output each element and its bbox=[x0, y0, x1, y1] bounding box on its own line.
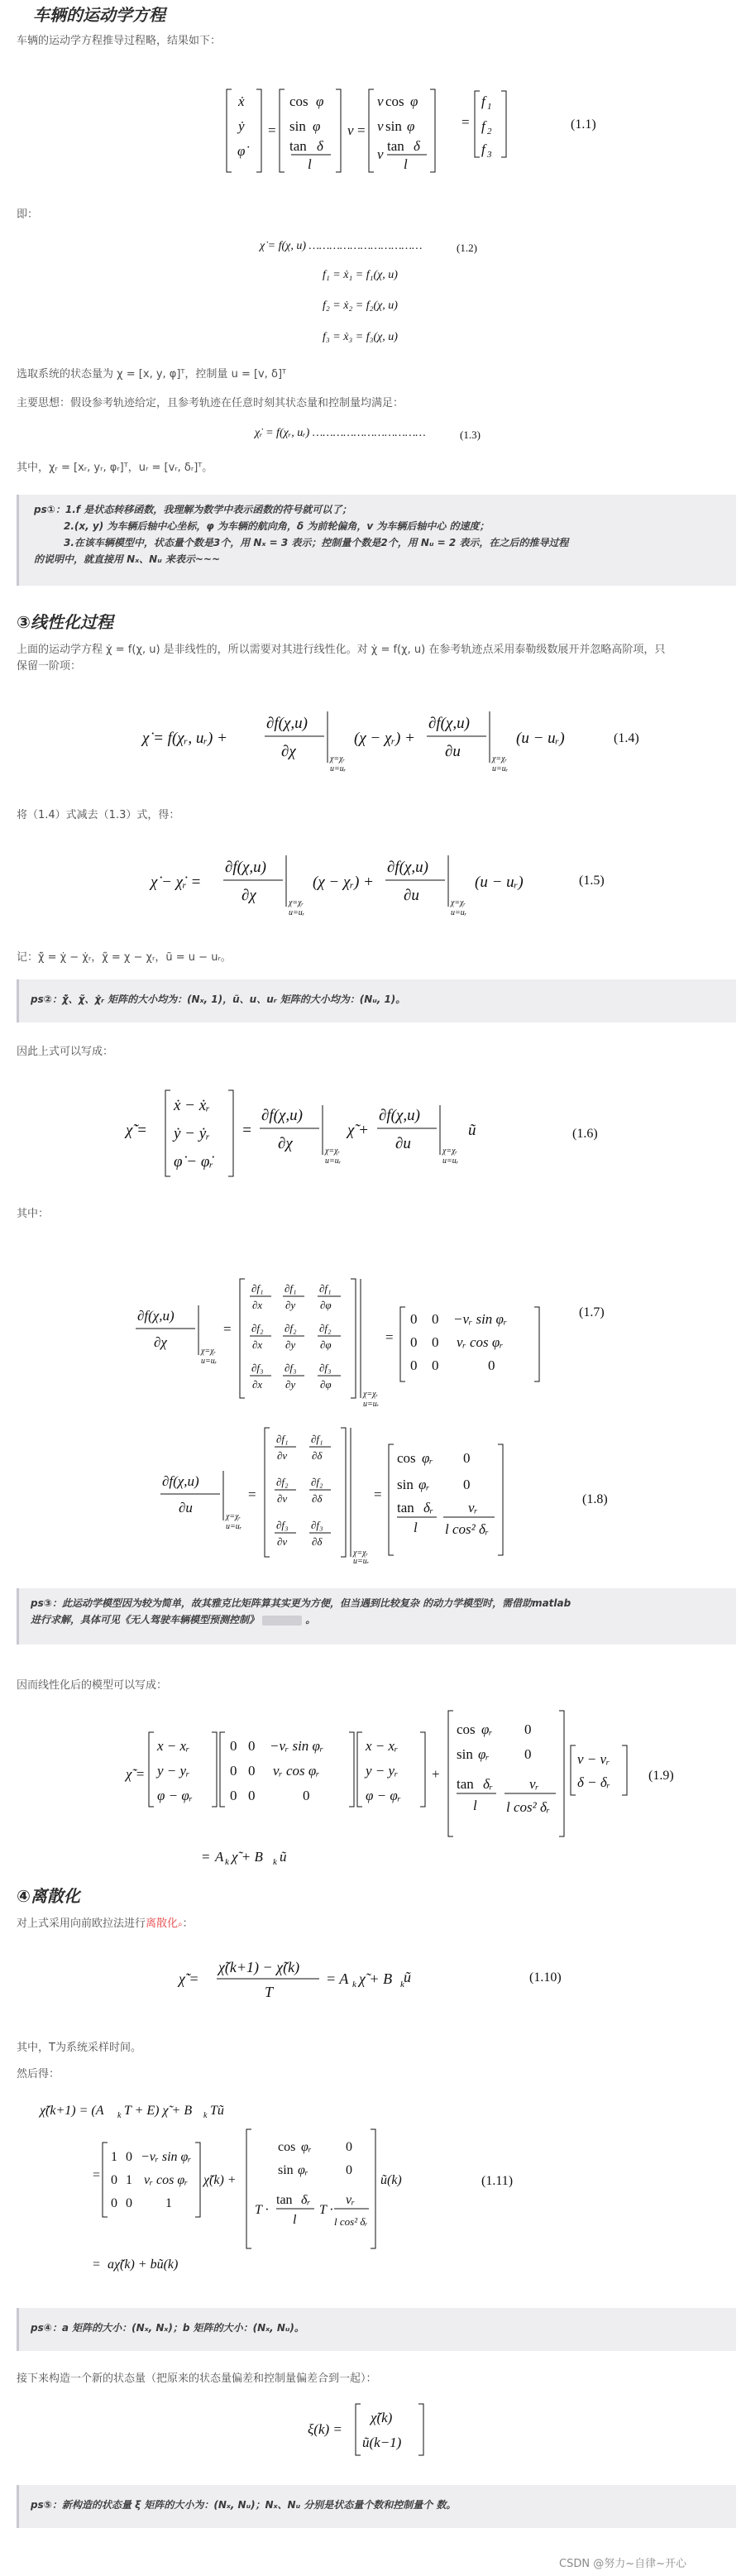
svg-text:3: 3 bbox=[487, 150, 492, 160]
svg-text:∂f(χ,u): ∂f(χ,u) bbox=[387, 859, 428, 876]
svg-text:δᵣ: δᵣ bbox=[301, 2193, 311, 2207]
svg-text:k: k bbox=[400, 1980, 404, 1989]
svg-text:φᵣ: φᵣ bbox=[301, 2140, 312, 2154]
svg-text:1: 1 bbox=[165, 2196, 172, 2210]
qizhong-text: 其中： bbox=[17, 1208, 50, 1220]
equation-1-4 bbox=[141, 703, 587, 778]
svg-text:δ: δ bbox=[317, 138, 323, 154]
svg-text:y − yᵣ: y − yᵣ bbox=[366, 1763, 399, 1779]
equation-1-7 bbox=[132, 1274, 562, 1406]
svg-text:φᵣ: φᵣ bbox=[422, 1450, 433, 1466]
section-heading-linearization: ③线性化过程 bbox=[17, 612, 113, 632]
svg-text:φ: φ bbox=[313, 118, 321, 134]
note-ps3: ps③：此运动学模型因为较为简单，故其雅克比矩阵算其实更为方便，但当遇到比较复杂 的动力学模型时，需借助matlab 进行求解，具体可见《无人驾驶车辆模型预测控制》 。 bbox=[17, 1588, 736, 1645]
svg-text:=: = bbox=[241, 1122, 252, 1139]
svg-text:0: 0 bbox=[230, 1738, 237, 1754]
svg-text:φ − φᵣ: φ − φᵣ bbox=[157, 1788, 193, 1803]
svg-text:φ − φᵣ: φ − φᵣ bbox=[366, 1788, 401, 1803]
equation-1-6 bbox=[124, 1075, 505, 1183]
svg-text:0: 0 bbox=[248, 1738, 256, 1754]
link-search-icon[interactable]: ⌕ bbox=[178, 1920, 183, 1929]
svg-text:vᵣ: vᵣ bbox=[468, 1500, 478, 1515]
svg-text:u=uᵣ: u=uᵣ bbox=[353, 1557, 370, 1563]
svg-text:χ̃(k+1) = (A: χ̃(k+1) = (A bbox=[40, 2104, 104, 2118]
svg-text:u=uᵣ: u=uᵣ bbox=[363, 1400, 380, 1406]
svg-text:χ=χᵣ: χ=χᵣ bbox=[325, 1147, 341, 1156]
svg-text:0: 0 bbox=[432, 1311, 439, 1327]
note-ps2 bbox=[17, 979, 736, 1022]
svg-text:φᵣ: φᵣ bbox=[481, 1721, 493, 1737]
svg-text:0: 0 bbox=[410, 1311, 418, 1327]
svg-text:u=uᵣ: u=uᵣ bbox=[492, 764, 509, 773]
svg-text:cos: cos bbox=[385, 93, 404, 109]
svg-text:T: T bbox=[265, 1984, 274, 2000]
svg-text:=: = bbox=[268, 122, 276, 138]
svg-text:φ̇ − φ̇ᵣ: φ̇ − φ̇ᵣ bbox=[174, 1153, 214, 1171]
svg-text:∂u: ∂u bbox=[179, 1500, 193, 1515]
svg-text:∂δ: ∂δ bbox=[312, 1449, 323, 1462]
svg-text:0: 0 bbox=[524, 1721, 532, 1737]
equation-1-3: χ̇ᵣ = f(χᵣ, uᵣ) …………………………… bbox=[255, 427, 426, 439]
svg-text:χ=χᵣ: χ=χᵣ bbox=[201, 1347, 217, 1356]
svg-text:f: f bbox=[481, 118, 485, 134]
svg-text:−vᵣ sin φᵣ: −vᵣ sin φᵣ bbox=[141, 2150, 192, 2164]
section-heading-discretization: ④离散化 bbox=[17, 1886, 80, 1906]
svg-text:sin: sin bbox=[278, 2163, 294, 2177]
svg-text:0: 0 bbox=[410, 1334, 418, 1350]
svg-text:=: = bbox=[461, 114, 470, 130]
svg-text:χ̃(k+1) − χ̃(k): χ̃(k+1) − χ̃(k) bbox=[218, 1959, 300, 1975]
svg-text:u=uᵣ: u=uᵣ bbox=[325, 1156, 342, 1166]
svg-text:1: 1 bbox=[126, 2173, 132, 2187]
csdn-watermark: CSDN @努力~自律~开心 bbox=[559, 2558, 686, 2570]
svg-text:v: v bbox=[377, 93, 384, 109]
svg-text:∂f₃: ∂f₃ bbox=[251, 1362, 264, 1374]
svg-text:∂δ: ∂δ bbox=[312, 1535, 323, 1548]
svg-text:0: 0 bbox=[432, 1334, 439, 1350]
svg-text:∂v: ∂v bbox=[277, 1492, 288, 1505]
svg-text:f: f bbox=[481, 141, 485, 157]
svg-text:0: 0 bbox=[230, 1763, 237, 1779]
svg-text:φᵣ: φᵣ bbox=[478, 1746, 490, 1762]
svg-text:u=uᵣ: u=uᵣ bbox=[442, 1156, 459, 1166]
svg-text:ẋ: ẋ bbox=[238, 93, 245, 109]
svg-text:∂v: ∂v bbox=[277, 1449, 288, 1462]
svg-text:∂f₃: ∂f₃ bbox=[319, 1362, 332, 1374]
svg-text:=: = bbox=[357, 122, 366, 138]
svg-text:=: = bbox=[248, 1487, 256, 1502]
svg-text:vᵣ cos φᵣ: vᵣ cos φᵣ bbox=[273, 1763, 320, 1779]
redacted-blur bbox=[262, 1616, 302, 1626]
svg-text:∂x: ∂x bbox=[252, 1299, 263, 1311]
svg-text:∂y: ∂y bbox=[285, 1299, 296, 1311]
svg-text:k: k bbox=[117, 2111, 122, 2120]
svg-text:T ·: T · bbox=[319, 2203, 333, 2217]
svg-text:∂y: ∂y bbox=[285, 1378, 296, 1391]
svg-text:χ=χᵣ: χ=χᵣ bbox=[330, 754, 346, 764]
svg-text:l cos² δᵣ: l cos² δᵣ bbox=[506, 1799, 551, 1815]
svg-text:χ=χᵣ: χ=χᵣ bbox=[442, 1147, 458, 1156]
intro-text: 车辆的运动学方程推导过程略，结果如下： bbox=[17, 35, 222, 47]
equation-number: (1.11) bbox=[481, 2174, 514, 2188]
section-title: 车辆的运动学方程 bbox=[33, 5, 165, 25]
note-line: 2.(x, y) 为车辆后轴中心坐标，φ 为车辆的航向角，δ 为前轮偏角，v 为车辆后轴中心 的速度； bbox=[64, 520, 490, 532]
svg-text:∂u: ∂u bbox=[445, 743, 461, 760]
discretize-link[interactable]: 离散化 bbox=[146, 1918, 179, 1930]
svg-text:χ̃(k): χ̃(k) bbox=[371, 2410, 393, 2425]
svg-text:ẏ − ẏᵣ: ẏ − ẏᵣ bbox=[174, 1125, 210, 1142]
svg-text:χ=χᵣ: χ=χᵣ bbox=[289, 898, 304, 907]
svg-text:φ: φ bbox=[407, 118, 415, 134]
equation-f1: f₁ = ẋ₁ = f₁(χ, u) bbox=[323, 269, 398, 281]
svg-text:φᵣ: φᵣ bbox=[418, 1477, 430, 1492]
svg-text:∂f₃: ∂f₃ bbox=[311, 1519, 323, 1531]
svg-text:0: 0 bbox=[126, 2150, 132, 2164]
svg-text:=: = bbox=[374, 1487, 382, 1502]
svg-text:δᵣ: δᵣ bbox=[483, 1776, 494, 1792]
text-span: 对上式采用向前欧拉法进行 bbox=[17, 1918, 146, 1930]
svg-text:vᵣ: vᵣ bbox=[529, 1776, 539, 1792]
svg-text:cos: cos bbox=[289, 93, 308, 109]
note-line: ps④：a 矩阵的大小：(Nₓ, Nₓ)；b 矩阵的大小：(Nₓ, Nᵤ)。 bbox=[31, 2322, 304, 2334]
svg-text:χ=χᵣ: χ=χᵣ bbox=[492, 754, 508, 764]
equation-number: (1.5) bbox=[579, 874, 605, 888]
svg-text:χ̃̇ =: χ̃̇ = bbox=[126, 1122, 147, 1139]
svg-text:∂f(χ,u): ∂f(χ,u) bbox=[428, 715, 470, 732]
note-line: ps⑤：新构造的状态量 ξ 矩阵的大小为：(Nₓ, Nᵤ)；Nₓ、Nᵤ 分别是状态量个数和控制量个 数。 bbox=[31, 2499, 457, 2511]
svg-text:∂v: ∂v bbox=[277, 1535, 288, 1548]
sec3-paragraph-cont: 保留一阶项： bbox=[17, 660, 82, 673]
svg-text:∂u: ∂u bbox=[395, 1135, 411, 1152]
svg-text:0: 0 bbox=[126, 2196, 132, 2210]
note-line: 进行求解，具体可见《无人驾驶车辆模型预测控制》 bbox=[31, 1614, 260, 1626]
svg-text:∂f₂: ∂f₂ bbox=[251, 1322, 264, 1334]
main-idea-text: 主要思想：假设参考轨迹给定，且参考轨迹在任意时刻其状态量和控制量均满足： bbox=[17, 397, 404, 409]
notation-text: 记：χ̃̇ = χ̇ − χ̇ᵣ，χ̃ = χ − χᵣ，ũ = u − uᵣ。 bbox=[17, 951, 232, 964]
svg-text:sin: sin bbox=[397, 1477, 414, 1492]
svg-text:tan: tan bbox=[289, 138, 307, 154]
note-ps1 bbox=[17, 495, 736, 586]
svg-text:∂u: ∂u bbox=[404, 887, 419, 904]
svg-text:χ=χᵣ: χ=χᵣ bbox=[353, 1549, 369, 1558]
svg-text:(χ − χᵣ) +: (χ − χᵣ) + bbox=[354, 730, 415, 747]
svg-text:tan: tan bbox=[457, 1776, 474, 1792]
svg-text:φᵣ: φᵣ bbox=[298, 2163, 308, 2177]
svg-text:∂χ: ∂χ bbox=[281, 743, 296, 760]
equation-number: (1.10) bbox=[529, 1970, 562, 1985]
new-state-text: 接下来构造一个新的状态量（把原来的状态量偏差和控制量偏差合到一起）： bbox=[17, 2373, 377, 2385]
svg-text:∂φ: ∂φ bbox=[320, 1299, 332, 1311]
discretize-paragraph bbox=[17, 1916, 194, 1933]
svg-text:k: k bbox=[225, 1857, 229, 1867]
svg-text:u=uᵣ: u=uᵣ bbox=[201, 1357, 218, 1366]
equation-1-5 bbox=[149, 847, 562, 922]
svg-text:0: 0 bbox=[248, 1763, 256, 1779]
note-line: 的说明中，就直接用 Nₓ、Nᵤ 来表示~~~ bbox=[34, 553, 221, 565]
svg-text:∂y: ∂y bbox=[285, 1338, 296, 1351]
svg-text:∂f₂: ∂f₂ bbox=[311, 1476, 323, 1488]
svg-text:=: = bbox=[223, 1321, 232, 1337]
equation-1-8 bbox=[157, 1423, 538, 1563]
equation-1-10 bbox=[177, 1951, 409, 2009]
equation-1-2: χ̇ = f(χ, u) …………………………… bbox=[260, 240, 423, 252]
svg-text:A: A bbox=[215, 1849, 224, 1865]
svg-text:l: l bbox=[404, 156, 408, 172]
svg-text:v: v bbox=[377, 118, 384, 134]
equation-1-1 bbox=[215, 73, 463, 180]
svg-text:0: 0 bbox=[248, 1788, 256, 1803]
sampling-time-text: 其中，T为系统采样时间。 bbox=[17, 2042, 141, 2054]
svg-text:∂f(χ,u): ∂f(χ,u) bbox=[137, 1308, 175, 1324]
svg-text:∂f₂: ∂f₂ bbox=[276, 1476, 289, 1488]
svg-text:∂f(χ,u): ∂f(χ,u) bbox=[162, 1473, 199, 1489]
svg-text:(χ − χᵣ) +: (χ − χᵣ) + bbox=[313, 874, 374, 891]
svg-text:cos: cos bbox=[278, 2140, 296, 2154]
equation-number: (1.6) bbox=[572, 1127, 598, 1141]
note-line: ps①：1.f 是状态转移函数，我理解为数学中表示函数的符号就可以了； bbox=[34, 504, 352, 515]
svg-text:∂φ: ∂φ bbox=[320, 1338, 332, 1351]
svg-text:u=uᵣ: u=uᵣ bbox=[330, 764, 347, 773]
sec3-paragraph: 上面的运动学方程 χ̇ = f(χ, u) 是非线性的，所以需要对其进行线性化。对 χ̇ = f(χ, u) 在参考轨迹点采用泰勒级数展开并忽略高阶项，只 bbox=[17, 644, 666, 656]
equation-f2: f₂ = ẋ₂ = f₂(χ, u) bbox=[323, 299, 398, 312]
svg-text:0: 0 bbox=[111, 2196, 117, 2210]
svg-text:∂x: ∂x bbox=[252, 1378, 263, 1391]
svg-text:1: 1 bbox=[487, 102, 492, 112]
svg-text:χ̃̇ =: χ̃̇ = bbox=[179, 1970, 199, 1987]
equation-number: (1.2) bbox=[457, 242, 477, 254]
svg-text:tan: tan bbox=[387, 138, 404, 154]
svg-text:(u − uᵣ): (u − uᵣ) bbox=[516, 730, 565, 747]
svg-text:cos: cos bbox=[457, 1721, 476, 1737]
svg-text:k: k bbox=[203, 2111, 208, 2120]
svg-text:∂f₁: ∂f₁ bbox=[276, 1433, 289, 1445]
text-span: ： bbox=[182, 1918, 194, 1930]
svg-text:χ̃ +: χ̃ + bbox=[347, 1122, 369, 1139]
svg-text:∂f(χ,u): ∂f(χ,u) bbox=[225, 859, 266, 876]
svg-text:∂f₃: ∂f₃ bbox=[285, 1362, 297, 1374]
svg-text:(u − uᵣ): (u − uᵣ) bbox=[475, 874, 524, 891]
svg-text:u=uᵣ: u=uᵣ bbox=[451, 908, 467, 917]
state-select-text: 选取系统的状态量为 χ = [x, y, φ]ᵀ，控制量 u = [v, δ]ᵀ bbox=[17, 368, 287, 381]
svg-text:ẏ: ẏ bbox=[238, 118, 245, 134]
note-ps5 bbox=[17, 2485, 736, 2528]
svg-text:∂χ: ∂χ bbox=[278, 1135, 293, 1152]
svg-text:0: 0 bbox=[410, 1357, 418, 1373]
svg-text:∂f₁: ∂f₁ bbox=[311, 1433, 323, 1445]
svg-text:∂f₃: ∂f₃ bbox=[276, 1519, 289, 1531]
svg-text:T + E) χ̃ + B: T + E) χ̃ + B bbox=[124, 2104, 193, 2118]
svg-text:∂x: ∂x bbox=[252, 1338, 263, 1351]
svg-text:χ̃ + B: χ̃ + B bbox=[232, 1849, 263, 1865]
svg-text:sin: sin bbox=[385, 118, 402, 134]
svg-text:0: 0 bbox=[488, 1357, 495, 1373]
svg-text:v − vᵣ: v − vᵣ bbox=[577, 1751, 610, 1767]
svg-text:+: + bbox=[432, 1766, 440, 1782]
svg-text:u=uᵣ: u=uᵣ bbox=[289, 908, 305, 917]
svg-text:∂f₁: ∂f₁ bbox=[319, 1282, 332, 1295]
svg-text:tan: tan bbox=[276, 2193, 293, 2207]
svg-text:δᵣ: δᵣ bbox=[423, 1500, 434, 1515]
svg-text:0: 0 bbox=[230, 1788, 237, 1803]
equation-number: (1.9) bbox=[648, 1769, 674, 1783]
svg-text:χ=χᵣ: χ=χᵣ bbox=[363, 1390, 379, 1399]
svg-text:x − xᵣ: x − xᵣ bbox=[366, 1738, 399, 1754]
svg-text:2: 2 bbox=[487, 127, 492, 136]
equation-number: (1.7) bbox=[579, 1305, 605, 1319]
equation-number: (1.4) bbox=[614, 731, 639, 745]
svg-text:u=uᵣ: u=uᵣ bbox=[226, 1522, 242, 1531]
equation-xi bbox=[306, 2399, 438, 2460]
note-ps4 bbox=[17, 2308, 736, 2351]
svg-text:aχ̃(k) + bũ(k): aχ̃(k) + bũ(k) bbox=[108, 2258, 179, 2272]
where-text: 其中，χᵣ = [xᵣ, yᵣ, φᵣ]ᵀ，uᵣ = [vᵣ, δᵣ]ᵀ。 bbox=[17, 462, 213, 474]
svg-text:χ̃̇ =: χ̃̇ = bbox=[126, 1766, 146, 1782]
svg-text:∂f₂: ∂f₂ bbox=[319, 1322, 332, 1334]
svg-text:0: 0 bbox=[303, 1788, 310, 1803]
svg-text:χ=χᵣ: χ=χᵣ bbox=[226, 1512, 241, 1521]
svg-text:vᵣ cos φᵣ: vᵣ cos φᵣ bbox=[144, 2173, 189, 2187]
svg-text:l: l bbox=[473, 1798, 477, 1813]
svg-text:1: 1 bbox=[111, 2150, 117, 2164]
svg-text:0: 0 bbox=[111, 2173, 117, 2187]
equation-1-1-rhs bbox=[461, 89, 552, 164]
svg-text:=: = bbox=[202, 1849, 210, 1865]
svg-text:=: = bbox=[385, 1329, 394, 1345]
svg-text:sin: sin bbox=[289, 118, 306, 134]
text-ji: 即： bbox=[17, 208, 39, 221]
note-line: ps③：此运动学模型因为较为简单，故其雅克比矩阵算其实更为方便，但当遇到比较复杂 的动力学模型时，需借助matlab bbox=[31, 1597, 571, 1609]
linearized-text: 因而线性化后的模型可以写成： bbox=[17, 1679, 168, 1692]
svg-text:ũ: ũ bbox=[468, 1122, 476, 1139]
svg-text:l: l bbox=[414, 1520, 418, 1535]
svg-text:ũ(k): ũ(k) bbox=[380, 2173, 402, 2187]
svg-text:χ̃ + B: χ̃ + B bbox=[359, 1970, 393, 1987]
svg-text:−vᵣ sin φᵣ: −vᵣ sin φᵣ bbox=[453, 1311, 508, 1327]
svg-text:l: l bbox=[308, 156, 312, 172]
svg-text:∂f(χ,u): ∂f(χ,u) bbox=[261, 1107, 303, 1124]
svg-text:vᵣ: vᵣ bbox=[346, 2193, 356, 2207]
svg-text:χ̇ − χ̇ᵣ =: χ̇ − χ̇ᵣ = bbox=[151, 874, 202, 891]
svg-text:∂f(χ,u): ∂f(χ,u) bbox=[266, 715, 308, 732]
equation-1-11 bbox=[38, 2093, 534, 2283]
svg-text:T ·: T · bbox=[255, 2203, 269, 2217]
svg-text:ξ(k) =: ξ(k) = bbox=[308, 2421, 342, 2437]
svg-text:∂f₁: ∂f₁ bbox=[285, 1282, 297, 1295]
svg-text:ẋ − ẋᵣ: ẋ − ẋᵣ bbox=[174, 1097, 210, 1114]
svg-text:∂χ: ∂χ bbox=[154, 1334, 167, 1350]
svg-text:χ̃(k) +: χ̃(k) + bbox=[203, 2173, 237, 2187]
svg-text:x − xᵣ: x − xᵣ bbox=[157, 1738, 190, 1754]
svg-text:l cos² δᵣ: l cos² δᵣ bbox=[445, 1521, 490, 1537]
svg-text:∂δ: ∂δ bbox=[312, 1492, 323, 1505]
svg-text:Tũ: Tũ bbox=[210, 2104, 224, 2118]
svg-text:v: v bbox=[347, 122, 354, 138]
svg-text:∂χ: ∂χ bbox=[241, 887, 256, 904]
equation-f3: f₃ = ẋ₃ = f₃(χ, u) bbox=[323, 331, 398, 343]
svg-text:k: k bbox=[352, 1980, 356, 1989]
svg-text:0: 0 bbox=[346, 2163, 352, 2177]
svg-text:0: 0 bbox=[346, 2140, 352, 2154]
svg-text:φ: φ bbox=[316, 93, 324, 109]
svg-text:=: = bbox=[93, 2168, 101, 2182]
svg-text:l: l bbox=[293, 2213, 297, 2227]
svg-text:k: k bbox=[273, 1857, 277, 1867]
svg-text:ũ: ũ bbox=[280, 1849, 287, 1865]
svg-text:−vᵣ sin φᵣ: −vᵣ sin φᵣ bbox=[270, 1738, 324, 1754]
note-line: ps②：χ̃̇、χ̃、χ̇ᵣ 矩阵的大小均为：(Nₓ, 1)，ũ、u、uᵣ 矩阵的大小均为：(Nᵤ, 1)。 bbox=[31, 994, 406, 1005]
note-line: 3.在该车辆模型中，状态量个数是3个，用 Nₓ = 3 表示；控制量个数是2个，用 Nᵤ = 2 表示，在之后的推导过程 bbox=[64, 537, 569, 548]
rewrite-text: 因此上式可以写成： bbox=[17, 1046, 114, 1058]
svg-text:δ − δᵣ: δ − δᵣ bbox=[577, 1774, 610, 1790]
svg-text:0: 0 bbox=[524, 1746, 532, 1762]
svg-text:∂φ: ∂φ bbox=[320, 1378, 332, 1391]
equation-number: (1.8) bbox=[582, 1492, 608, 1506]
svg-text:=: = bbox=[93, 2258, 101, 2272]
svg-text:y − yᵣ: y − yᵣ bbox=[157, 1763, 190, 1779]
svg-text:= A: = A bbox=[326, 1970, 349, 1987]
svg-text:0: 0 bbox=[463, 1450, 471, 1466]
equation-1-9 bbox=[124, 1704, 686, 1870]
svg-text:cos: cos bbox=[397, 1450, 416, 1466]
ranhou-text: 然后得： bbox=[17, 2068, 60, 2080]
svg-text:∂f₁: ∂f₁ bbox=[251, 1282, 264, 1295]
svg-text:ũ(k−1): ũ(k−1) bbox=[362, 2435, 402, 2450]
svg-text:φ̇: φ̇ bbox=[237, 143, 246, 159]
svg-text:l cos² δᵣ: l cos² δᵣ bbox=[334, 2215, 368, 2228]
svg-text:f: f bbox=[481, 93, 485, 109]
subtract-text: 将（1.4）式减去（1.3）式，得： bbox=[17, 809, 180, 821]
svg-text:sin: sin bbox=[457, 1746, 473, 1762]
equation-1-10-tail: ũ bbox=[404, 1969, 411, 1985]
svg-text:χ̇ = f(χᵣ, uᵣ) +: χ̇ = f(χᵣ, uᵣ) + bbox=[142, 730, 227, 747]
svg-text:φ: φ bbox=[410, 93, 418, 109]
svg-text:χ=χᵣ: χ=χᵣ bbox=[451, 898, 466, 907]
svg-text:vᵣ cos φᵣ: vᵣ cos φᵣ bbox=[457, 1334, 504, 1350]
equation-number: (1.3) bbox=[460, 429, 481, 441]
svg-text:tan: tan bbox=[397, 1500, 414, 1515]
svg-text:0: 0 bbox=[463, 1477, 471, 1492]
equation-number: (1.1) bbox=[571, 117, 596, 132]
svg-text:∂f(χ,u): ∂f(χ,u) bbox=[379, 1107, 420, 1124]
svg-text:v: v bbox=[377, 146, 384, 162]
svg-text:0: 0 bbox=[432, 1357, 439, 1373]
svg-text:∂f₂: ∂f₂ bbox=[285, 1322, 297, 1334]
svg-text:δ: δ bbox=[414, 138, 420, 154]
